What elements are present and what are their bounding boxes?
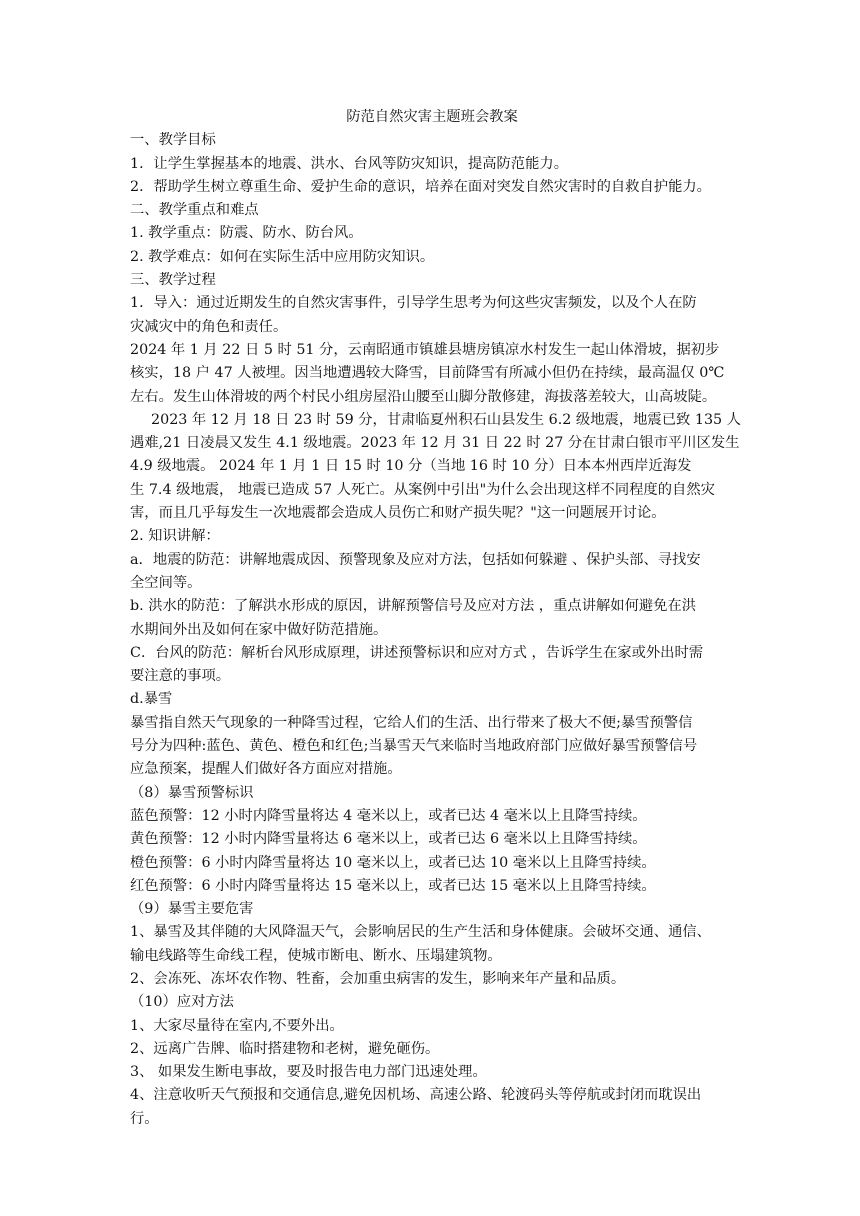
paragraph-line: 1．让学生掌握基本的地震、洪水、台风等防灾知识，提高防范能力。 xyxy=(130,155,568,172)
list-item: 1、大家尽量待在室内,不要外出。 xyxy=(130,1017,344,1034)
subsection-heading: d.暴雪 xyxy=(130,691,173,708)
subsection-heading: （9）暴雪主要危害 xyxy=(130,901,254,918)
paragraph-line: 2024 年 1 月 22 日 5 时 51 分，云南昭通市镇雄县塘房镇凉水村发生一起山体滑坡，据初步 xyxy=(130,341,720,358)
paragraph-line: 2023 年 12 月 18 日 23 时 59 分，甘肃临夏州积石山县发生 6.2 级地震，地震已致 135 人 xyxy=(151,411,741,428)
paragraph-line: 1、暴雪及其伴随的大风降温天气，会影响居民的生产生活和身体健康。会破坏交通、通信、 xyxy=(130,924,711,941)
warning-line-yellow: 黄色预警：12 小时内降雪量将达 6 毫米以上，或者已达 6 毫米以上且降雪持续。 xyxy=(130,831,647,848)
paragraph-line: 暴雪指自然天气现象的一种降雪过程，它给人们的生活、出行带来了极大不便;暴雪预警信 xyxy=(130,714,693,731)
document-page xyxy=(130,104,741,1131)
paragraph-line: 2. 教学难点：如何在实际生活中应用防灾知识。 xyxy=(130,248,435,265)
paragraph-line: 害，而且几乎每发生一次地震都会造成人员伤亡和财产损失呢？"这一问题展开讨论。 xyxy=(130,505,666,522)
section-heading: 三、教学过程 xyxy=(130,272,216,289)
list-item: 4、注意收听天气预报和交通信息,避免因机场、高速公路、轮渡码头等停航或封闭而耽误出 xyxy=(130,1087,702,1104)
subsection-heading: 2. 知识讲解： xyxy=(130,528,220,545)
paragraph-line: b. 洪水的防范：了解洪水形成的原因，讲解预警信号及应对方法 ，重点讲解如何避免在洪 xyxy=(130,598,697,615)
paragraph-line: 应急预案，提醒人们做好各方面应对措施。 xyxy=(130,761,402,778)
paragraph-line: 生 7.4 级地震， 地震已造成 57 人死亡。从案例中引出"为什么会出现这样不同程度的自然灾 xyxy=(130,481,715,498)
paragraph-line: 4.9 级地震。 2024 年 1 月 1 日 15 时 10 分（当地 16 时 10 分）日本本州西岸近海发 xyxy=(130,458,692,475)
paragraph-line: 核实，18 户 47 人被埋。因当地遭遇较大降雪，目前降雪有所减小但仍在持续，最高温仅 0℃ xyxy=(130,365,725,382)
paragraph-line: 1. 教学重点：防震、防水、防台风。 xyxy=(130,225,363,242)
warning-line-orange: 橙色预警：6 小时内降雪量将达 10 毫米以上，或者已达 10 毫米以上且降雪持续。 xyxy=(130,854,656,871)
paragraph-line: 1．导入：通过近期发生的自然灾害事件，引导学生思考为何这些灾害频发，以及个人在防 xyxy=(130,295,697,312)
list-item: 2、远离广告牌、临时搭建物和老树，避免砸伤。 xyxy=(130,1040,440,1057)
document-title: 防范自然灾害主题班会教案 xyxy=(346,109,518,125)
paragraph-line: 左右。发生山体滑坡的两个村民小组房屋沿山腰至山脚分散修建，海拔落差较大，山高坡陡。 xyxy=(130,388,717,405)
subsection-heading: （10）应对方法 xyxy=(130,994,234,1011)
section-heading: 一、教学目标 xyxy=(130,132,216,149)
paragraph-line: 要注意的事项。 xyxy=(130,668,231,685)
section-heading: 二、教学重点和难点 xyxy=(130,202,259,219)
paragraph-line: 输电线路等生命线工程，使城市断电、断水、压塌建筑物。 xyxy=(130,947,502,964)
list-item: 行。 xyxy=(130,1110,159,1127)
paragraph-line: 号分为四种:蓝色、黄色、橙色和红色;当暴雪天气来临时当地政府部门应做好暴雪预警信号 xyxy=(130,738,698,755)
paragraph-line: C．台风的防范：解析台风形成原理，讲述预警标识和应对方式 ，告诉学生在家或外出时需 xyxy=(130,644,704,661)
paragraph-line: 遇难,21 日凌晨又发生 4.1 级地震。2023 年 12 月 31 日 22 时 27 分在甘肃白银市平川区发生 xyxy=(130,435,740,452)
subsection-heading: （8）暴雪预警标识 xyxy=(130,784,254,801)
warning-line-red: 红色预警：6 小时内降雪量将达 15 毫米以上，或者已达 15 毫米以上且降雪持续。 xyxy=(130,877,656,894)
warning-line-blue: 蓝色预警：12 小时内降雪量将达 4 毫米以上，或者已达 4 毫米以上且降雪持续。 xyxy=(130,807,647,824)
paragraph-line: 灾减灾中的角色和责任。 xyxy=(130,318,288,335)
list-item: 3、 如果发生断电事故，要及时报告电力部门迅速处理。 xyxy=(130,1064,487,1081)
paragraph-line: 2、会冻死、冻坏农作物、牲畜，会加重虫病害的发生，影响来年产量和品质。 xyxy=(130,970,626,987)
paragraph-line: 水期间外出及如何在家中做好防范措施。 xyxy=(130,621,388,638)
paragraph-line: a．地震的防范：讲解地震成因、预警现象及应对方法，包括如何躲避 、保护头部、寻找安 xyxy=(130,551,701,568)
paragraph-line: 全空间等。 xyxy=(130,574,202,591)
paragraph-line: 2．帮助学生树立尊重生命、爱护生命的意识，培养在面对突发自然灾害时的自救自护能力。 xyxy=(130,178,711,195)
